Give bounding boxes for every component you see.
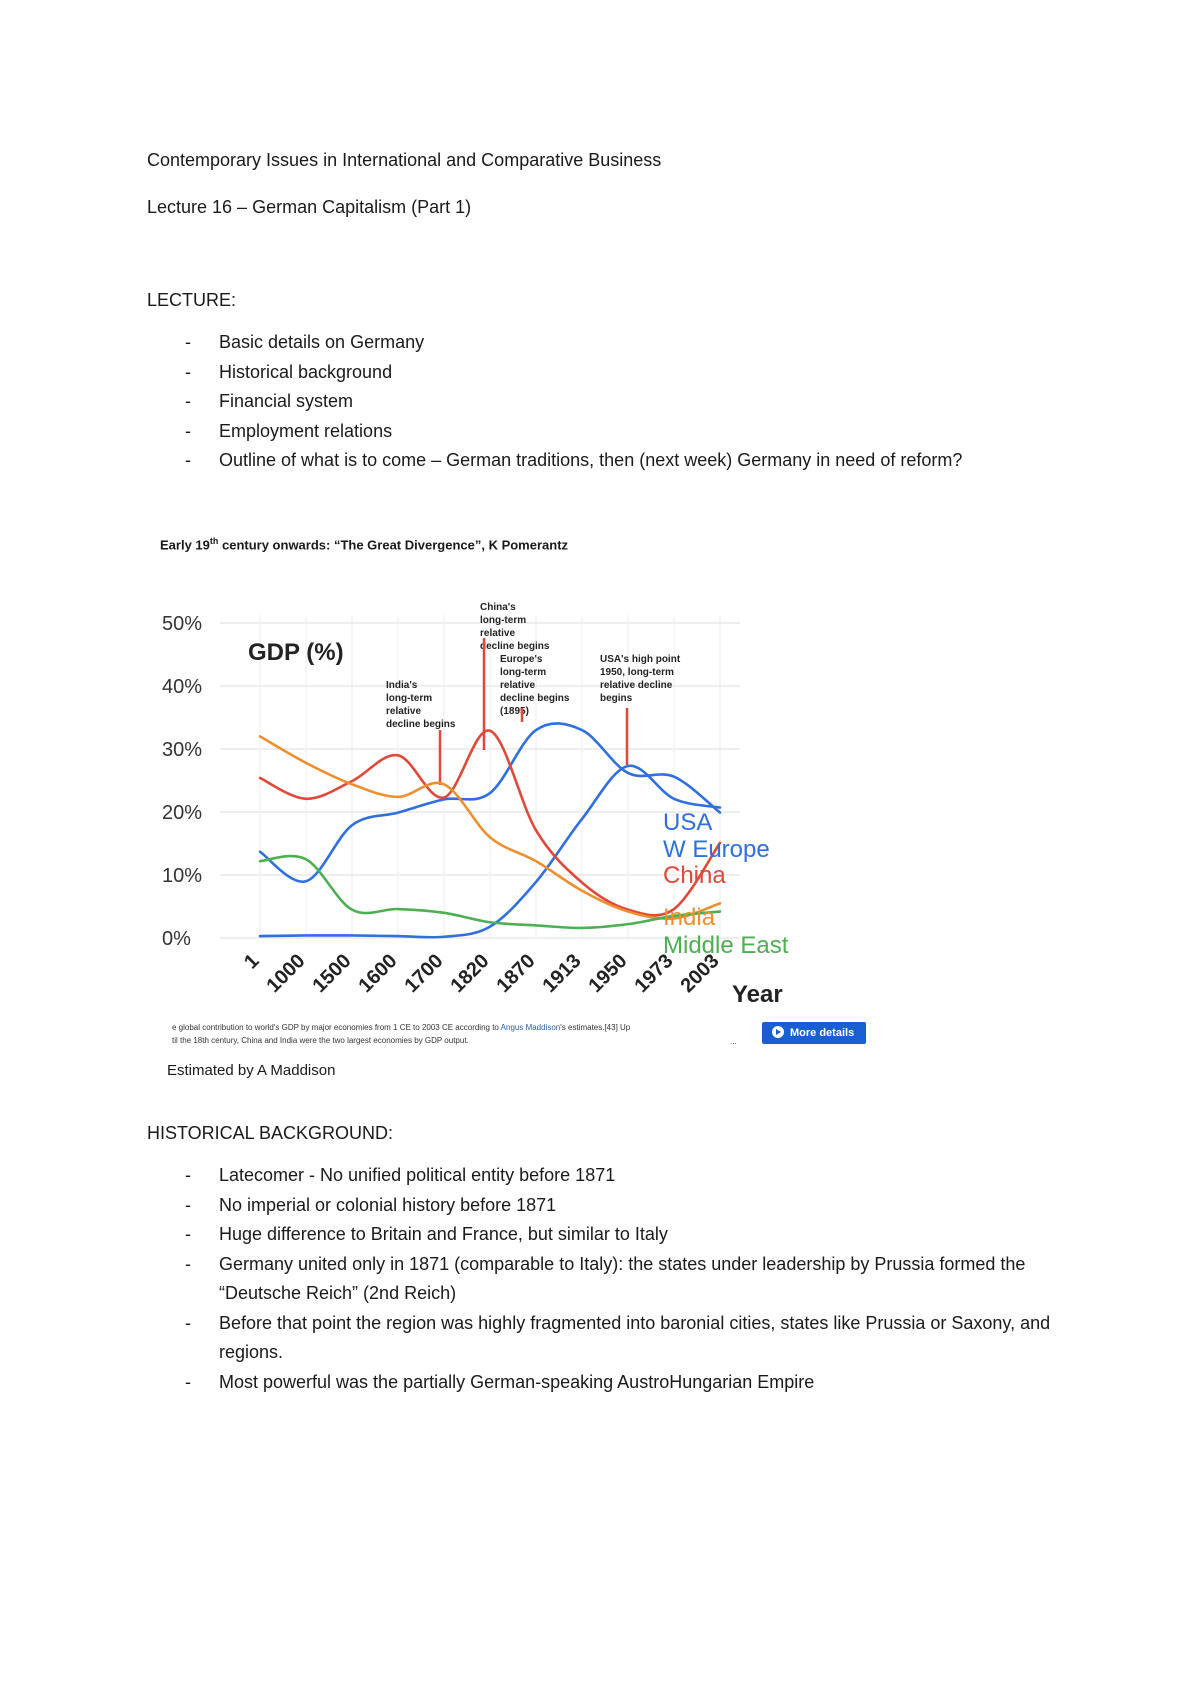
document-title: Contemporary Issues in International and Comparative Business xyxy=(147,150,662,170)
more-details-button[interactable]: More details xyxy=(762,1022,866,1044)
list-item: - Financial system xyxy=(185,391,354,411)
x-tick-label: 1870 xyxy=(492,949,540,998)
x-tick-label: 1 xyxy=(240,949,264,974)
legend-label: W Europe xyxy=(663,836,770,863)
source-note: Estimated by A Maddison xyxy=(167,1062,336,1079)
list-item: - No imperial or colonial history before 1871 xyxy=(185,1194,557,1215)
legend-label: Middle East xyxy=(663,932,789,959)
lecture-heading: LECTURE: xyxy=(147,290,237,310)
list-item: - Employment relations xyxy=(185,420,393,441)
list-item: - Outline of what is to come – German traditions, then (next week) Germany in need of reform? xyxy=(185,450,963,470)
annotation-label: USA's high point 1950, long-term relative decline begins xyxy=(600,654,681,704)
y-tick-label: 0% xyxy=(162,928,191,950)
list-item: - Most powerful was the partially German-speaking AustroHungarian Empire xyxy=(185,1371,815,1392)
lecture-list xyxy=(147,328,1067,476)
x-axis-label: Year xyxy=(732,981,783,1008)
legend-label: China xyxy=(663,862,726,889)
y-tick-label: 10% xyxy=(162,865,203,887)
list-item: - Huge difference to Britain and France, but similar to Italy xyxy=(185,1224,668,1244)
y-tick-label: 50% xyxy=(162,613,203,635)
y-tick-label: 40% xyxy=(162,676,203,698)
historical-heading: HISTORICAL BACKGROUND: xyxy=(147,1123,394,1143)
x-tick-label: 1500 xyxy=(308,949,356,998)
caption-ellipsis: ... xyxy=(730,1037,737,1046)
x-tick-label: 1973 xyxy=(630,949,678,998)
x-tick-label: 1950 xyxy=(584,949,632,998)
y-tick-label: 20% xyxy=(162,802,203,824)
x-tick-label: 1700 xyxy=(400,949,448,998)
figure-caption-line2: til the 18th century, China and India were the two largest economies by GDP output. xyxy=(172,1036,469,1045)
list-item: - Basic details on Germany xyxy=(185,332,425,352)
y-tick-label: 30% xyxy=(162,739,203,761)
legend-label: USA xyxy=(663,809,713,836)
gdp-chart xyxy=(160,570,880,1020)
info-icon xyxy=(772,1026,784,1038)
chart-title: GDP (%) xyxy=(248,639,344,666)
list-item: - Germany united only in 1871 (comparable to Italy): the states under leadership by Prussia formed the “Deutsche Reich” (2nd Reich) xyxy=(185,1253,1026,1303)
annotation-label: Europe's long-term relative decline begins (1895) xyxy=(500,654,570,717)
list-item: - Latecomer - No unified political entity before 1871 xyxy=(185,1165,616,1185)
x-tick-label: 1000 xyxy=(262,949,310,998)
caption-link[interactable]: Angus Maddison xyxy=(500,1023,561,1032)
x-tick-label: 2003 xyxy=(676,949,724,998)
list-item: - Historical background xyxy=(185,361,393,382)
list-item: - Before that point the region was highly fragmented into baronial cities, states like Prussia or Saxony, and regions. xyxy=(185,1312,1051,1362)
historical-list xyxy=(147,1161,1067,1397)
annotation-label: China's long-term relative decline begins xyxy=(480,602,550,652)
x-tick-label: 1820 xyxy=(446,949,494,998)
figure-title: Early 19th century onwards: “The Great Divergence”, K Pomerantz xyxy=(160,536,569,553)
document-subtitle: Lecture 16 – German Capitalism (Part 1) xyxy=(147,197,472,217)
x-tick-label: 1913 xyxy=(538,949,586,998)
x-tick-label: 1600 xyxy=(354,949,402,998)
annotation-label: India's long-term relative decline begins xyxy=(386,680,456,730)
figure-caption-line1: e global contribution to world's GDP by major economies from 1 CE to 2003 CE according to Angus Maddison's estimates.[43] Up xyxy=(172,1023,631,1032)
legend-label: India xyxy=(663,904,716,931)
